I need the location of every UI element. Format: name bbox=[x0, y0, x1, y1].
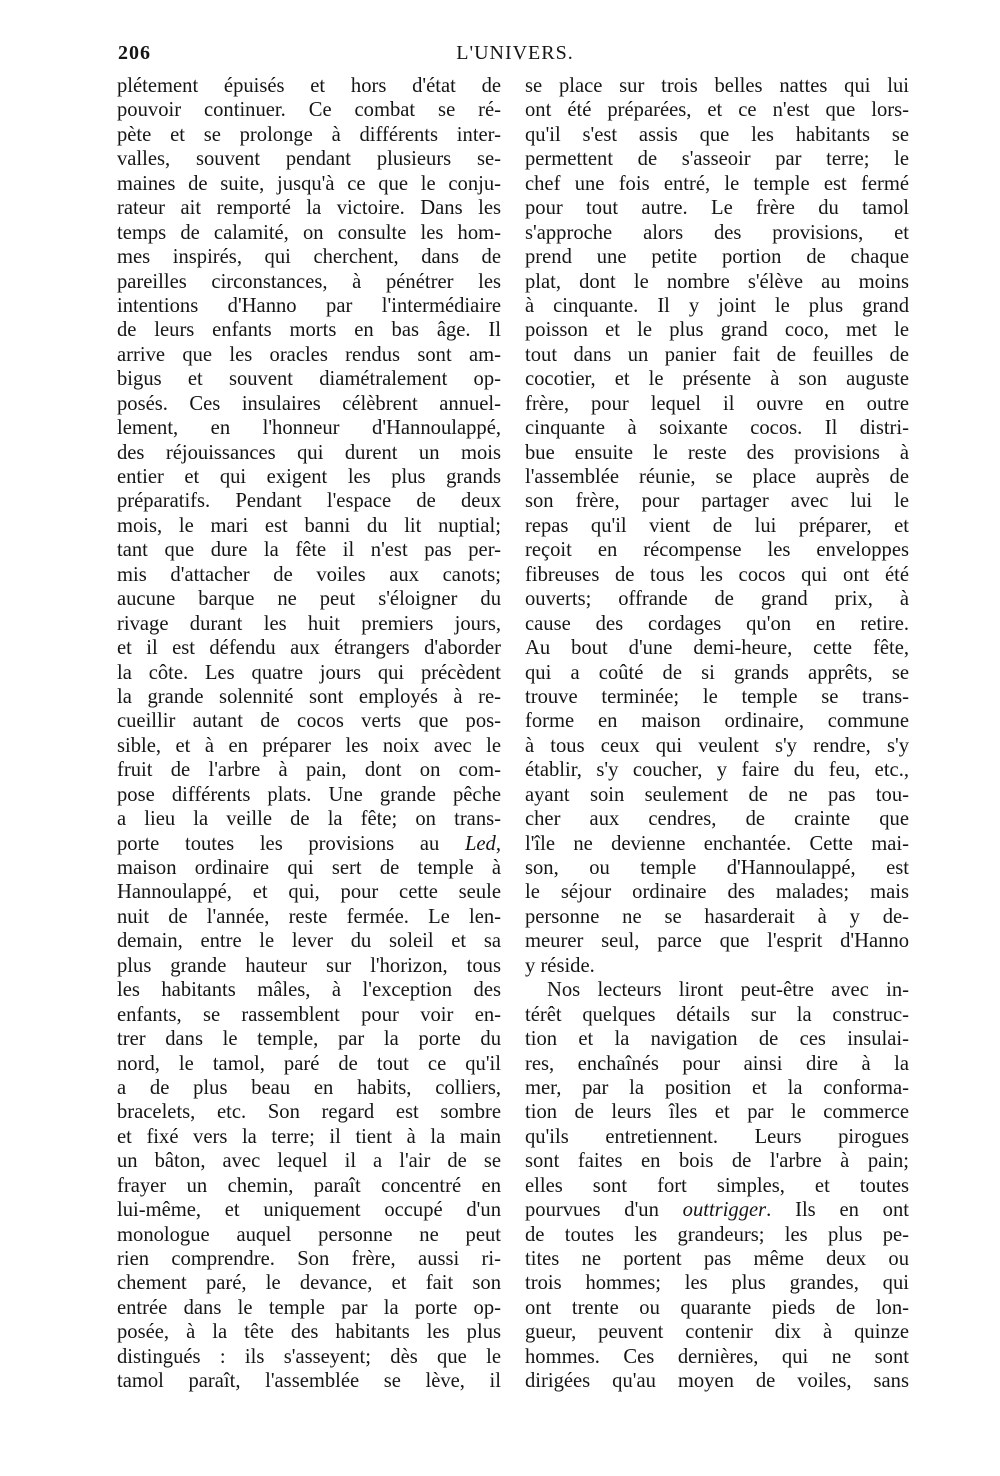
text-line bbox=[525, 514, 909, 538]
text-line bbox=[117, 441, 501, 465]
text-line bbox=[117, 392, 501, 416]
line-text: ont été préparées, et ce n'est que lors- bbox=[525, 99, 909, 122]
text-line bbox=[525, 367, 909, 391]
text-line bbox=[117, 587, 501, 611]
line-text: entier et qui exigent les plus grands bbox=[117, 466, 501, 488]
line-text: plétement épuisés et hors d'état de bbox=[117, 75, 501, 97]
text-line bbox=[525, 1149, 909, 1173]
line-text: mois, le mari est banni du lit nuptial; bbox=[117, 514, 501, 537]
text-line bbox=[117, 978, 501, 1002]
text-line bbox=[525, 758, 909, 782]
text-line bbox=[525, 98, 909, 122]
line-text: les habitants mâles, à l'exception des bbox=[117, 979, 501, 1002]
text-line bbox=[117, 465, 501, 489]
line-text: des réjouissances qui durent un mois bbox=[117, 441, 501, 464]
line-text: tamol paraît, l'assemblée se lève, il bbox=[117, 1370, 501, 1393]
text-line bbox=[117, 245, 501, 269]
line-text: se place sur trois belles nattes qui lui bbox=[525, 75, 909, 97]
text-line bbox=[117, 1320, 501, 1344]
line-text: son frère, pour partager avec lui le bbox=[525, 490, 909, 513]
running-title: L'UNIVERS. bbox=[456, 42, 574, 64]
line-text: et il est défendu aux étrangers d'aborder bbox=[117, 637, 501, 660]
text-line bbox=[117, 489, 501, 513]
line-text: lui-même, et uniquement occupé d'un bbox=[117, 1199, 501, 1222]
line-text: fibreuses de tous les cocos qui ont été bbox=[525, 563, 909, 586]
line-text: hommes. Ces dernières, qui ne sont bbox=[525, 1345, 909, 1368]
line-text: temps de calamité, on consulte les hom- bbox=[117, 221, 501, 244]
line-text: térêt quelques détails sur la construc- bbox=[525, 1003, 909, 1026]
line-text: intentions d'Hanno par l'intermédiaire bbox=[117, 294, 501, 317]
line-text: , bbox=[495, 832, 501, 855]
text-line bbox=[117, 270, 501, 294]
line-text: ouverts; offrande de grand prix, à bbox=[525, 588, 909, 611]
line-text: gueur, peuvent contenir dix à quinze bbox=[525, 1321, 909, 1344]
line-text: forme en maison ordinaire, commune bbox=[525, 710, 909, 733]
line-text: rivage durant les huit premiers jours, bbox=[117, 612, 501, 635]
line-text: son, ou temple d'Hannoulappé, est bbox=[525, 857, 909, 879]
line-text: de leurs enfants morts en bas âge. Il bbox=[117, 319, 501, 342]
text-line bbox=[525, 416, 909, 440]
line-text: sible, et à en préparer les noix avec le bbox=[117, 734, 501, 757]
line-text: sont faites en bois de l'arbre à pain; bbox=[525, 1150, 909, 1173]
line-text: lement, en l'honneur d'Hannoulappé, bbox=[117, 417, 501, 440]
line-text: enfants, se rassemblent pour voir en- bbox=[117, 1003, 501, 1026]
text-line bbox=[525, 1027, 909, 1051]
text-line bbox=[117, 1296, 501, 1320]
text-line bbox=[117, 1100, 501, 1124]
line-text: établir, s'y coucher, y faire du feu, etc., bbox=[525, 759, 909, 782]
line-text: Hannoulappé, et qui, pour cette seule bbox=[117, 881, 501, 904]
text-line bbox=[525, 318, 909, 342]
line-text: pour tout autre. Le frère du tamol bbox=[525, 197, 909, 220]
line-text: bue ensuite le reste des provisions à bbox=[525, 441, 909, 464]
text-line bbox=[117, 294, 501, 318]
line-text: maison ordinaire qui sert de temple à bbox=[117, 857, 501, 879]
text-line bbox=[525, 1271, 909, 1295]
line-text: ayant soin seulement de ne pas tou- bbox=[525, 783, 909, 806]
text-line bbox=[117, 636, 501, 660]
text-line bbox=[117, 1052, 501, 1076]
text-line bbox=[117, 172, 501, 196]
line-text: personne ne se hasarderait à y de- bbox=[525, 905, 909, 928]
text-line bbox=[117, 538, 501, 562]
line-text: permettent de s'asseoir par terre; le bbox=[525, 148, 909, 171]
italic-term: outtrigger bbox=[682, 1199, 767, 1222]
text-line bbox=[117, 612, 501, 636]
line-text: monologue auquel personne ne peut bbox=[117, 1223, 501, 1246]
line-text: mer, par la position et la conforma- bbox=[525, 1076, 909, 1099]
text-line bbox=[117, 832, 501, 856]
text-line bbox=[525, 1198, 909, 1222]
line-text: prend une petite portion de chaque bbox=[525, 246, 909, 269]
line-text: valles, souvent pendant plusieurs se- bbox=[117, 148, 501, 171]
line-text: dirigées qu'au moyen de voiles, sans bbox=[525, 1370, 909, 1393]
text-line bbox=[525, 147, 909, 171]
line-text: plat, dont le nombre s'élève au moins bbox=[525, 270, 909, 293]
line-text: mis d'attacher de voiles aux canots; bbox=[117, 563, 501, 586]
line-text: nord, le tamol, paré de tout ce qu'il bbox=[117, 1052, 501, 1075]
line-text: s'approche alors des provisions, et bbox=[525, 221, 909, 244]
text-line bbox=[525, 270, 909, 294]
line-text: tant que dure la fête il n'est pas per- bbox=[117, 539, 501, 562]
text-line bbox=[117, 318, 501, 342]
text-line bbox=[525, 1003, 909, 1027]
line-text: a de plus beau en habits, colliers, bbox=[117, 1076, 501, 1099]
line-text: trois hommes; les plus grandes, qui bbox=[525, 1272, 909, 1295]
text-line bbox=[525, 1247, 909, 1271]
line-text: fruit de l'arbre à pain, dont on com- bbox=[117, 759, 501, 782]
line-text: elles sont fort simples, et toutes bbox=[525, 1174, 909, 1197]
line-text: pose différents plats. Une grande pêche bbox=[117, 783, 501, 806]
text-line bbox=[117, 1003, 501, 1027]
text-column-left bbox=[117, 74, 501, 1394]
text-line bbox=[525, 636, 909, 660]
line-text: posée, à la tête des habitants les plus bbox=[117, 1321, 501, 1344]
text-line bbox=[525, 709, 909, 733]
line-text: bigus et souvent diamétralement op- bbox=[117, 368, 501, 391]
line-text: la grande solennité sont employés à re- bbox=[117, 685, 501, 708]
line-text: maines de suite, jusqu'à ce que le conju- bbox=[117, 172, 501, 195]
line-text: rien comprendre. Son frère, aussi ri- bbox=[117, 1248, 501, 1270]
text-line bbox=[117, 563, 501, 587]
text-line bbox=[117, 929, 501, 953]
line-text: posés. Ces insulaires célèbrent annuel- bbox=[117, 392, 501, 415]
line-text: trouve terminée; le temple se trans- bbox=[525, 685, 909, 708]
text-line bbox=[117, 758, 501, 782]
text-line bbox=[525, 1052, 909, 1076]
text-line bbox=[525, 954, 909, 978]
text-line bbox=[117, 1149, 501, 1173]
line-text: pareilles circonstances, à pénétrer les bbox=[117, 270, 501, 293]
text-line bbox=[525, 1125, 909, 1149]
line-text: mes inspirés, qui cherchent, dans de bbox=[117, 246, 501, 269]
line-text: frayer un chemin, paraît concentré en bbox=[117, 1174, 501, 1197]
line-text: bracelets, etc. Son regard est sombre bbox=[117, 1101, 501, 1124]
text-line bbox=[525, 465, 909, 489]
line-text: Nos lecteurs liront peut-être avec in- bbox=[547, 979, 909, 1002]
text-line bbox=[525, 343, 909, 367]
text-line bbox=[525, 880, 909, 904]
line-text: trer dans le temple, par la porte du bbox=[117, 1028, 501, 1051]
line-text: cause des cordages qu'on en retire. bbox=[525, 612, 909, 635]
line-text: arrive que les oracles rendus sont am- bbox=[117, 343, 501, 366]
line-text: repas qu'il vient de lui préparer, et bbox=[525, 514, 909, 537]
line-text: qu'ils entretiennent. Leurs pirogues bbox=[525, 1125, 909, 1148]
line-text: rateur ait remporté la victoire. Dans les bbox=[117, 197, 501, 220]
text-line bbox=[525, 196, 909, 220]
line-text: à cinquante. Il y joint le plus grand bbox=[525, 294, 909, 317]
text-line bbox=[525, 294, 909, 318]
text-line bbox=[117, 880, 501, 904]
line-text: y réside. bbox=[525, 954, 595, 977]
text-line bbox=[117, 954, 501, 978]
text-line bbox=[525, 856, 909, 880]
line-text: . Ils en ont bbox=[766, 1199, 909, 1222]
text-line bbox=[525, 489, 909, 513]
text-line bbox=[117, 1027, 501, 1051]
line-text: frère, pour lequel il ouvre en outre bbox=[525, 392, 909, 415]
text-line bbox=[525, 245, 909, 269]
text-line bbox=[117, 807, 501, 831]
text-line bbox=[525, 905, 909, 929]
text-line bbox=[525, 1320, 909, 1344]
page-number: 206 bbox=[118, 42, 151, 64]
text-line bbox=[525, 832, 909, 856]
line-text: cinquante à soixante cocos. Il distri- bbox=[525, 417, 909, 440]
text-line bbox=[525, 929, 909, 953]
text-line bbox=[525, 538, 909, 562]
text-line bbox=[117, 74, 501, 98]
text-line bbox=[117, 905, 501, 929]
text-line bbox=[117, 685, 501, 709]
line-text: distingués : ils s'asseyent; dès que le bbox=[117, 1345, 501, 1368]
text-line bbox=[525, 172, 909, 196]
text-line bbox=[525, 587, 909, 611]
text-line bbox=[525, 441, 909, 465]
line-text: qu'il s'est assis que les habitants se bbox=[525, 123, 909, 146]
text-line bbox=[525, 1076, 909, 1100]
line-text: et fixé vers la terre; il tient à la main bbox=[117, 1125, 501, 1148]
line-text: pète et se prolonge à différents inter- bbox=[117, 123, 501, 146]
text-line bbox=[117, 343, 501, 367]
line-text: entrée dans le temple par la porte op- bbox=[117, 1296, 501, 1319]
line-text: chement paré, le devance, et fait son bbox=[117, 1272, 501, 1295]
line-text: aucune barque ne peut s'éloigner du bbox=[117, 588, 501, 611]
text-line bbox=[525, 661, 909, 685]
line-text: pourvues d'un bbox=[525, 1199, 683, 1222]
line-text: qui a coûté de si grands apprêts, se bbox=[525, 661, 909, 684]
line-text: préparatifs. Pendant l'espace de deux bbox=[117, 490, 501, 513]
text-line bbox=[117, 661, 501, 685]
italic-term: Led bbox=[464, 832, 496, 855]
line-text: res, enchaînés pour ainsi dire à la bbox=[525, 1052, 909, 1075]
line-text: ont trente ou quarante pieds de lon- bbox=[525, 1296, 909, 1319]
line-text: cueillir autant de cocos verts que pos- bbox=[117, 710, 501, 733]
text-line bbox=[525, 1100, 909, 1124]
line-text: porte toutes les provisions au bbox=[117, 832, 465, 855]
text-line bbox=[117, 196, 501, 220]
line-text: cocotier, et le présente à son auguste bbox=[525, 368, 909, 391]
line-text: l'assemblée réunie, se place auprès de bbox=[525, 466, 909, 488]
text-line bbox=[525, 563, 909, 587]
text-line bbox=[117, 1345, 501, 1369]
line-text: de toutes les grandeurs; les plus pe- bbox=[525, 1223, 909, 1246]
text-line bbox=[117, 783, 501, 807]
line-text: tion et la navigation de ces insulai- bbox=[525, 1028, 909, 1051]
line-text: l'île ne devienne enchantée. Cette mai- bbox=[525, 832, 909, 855]
text-line bbox=[117, 367, 501, 391]
text-line bbox=[117, 709, 501, 733]
line-text: pouvoir continuer. Ce combat se ré- bbox=[117, 99, 501, 122]
text-line bbox=[525, 612, 909, 636]
line-text: Au bout d'une demi-heure, cette fête, bbox=[525, 637, 909, 660]
line-text: chef une fois entré, le temple est fermé bbox=[525, 172, 909, 195]
line-text: tites ne portent pas même deux ou bbox=[525, 1248, 909, 1270]
text-line bbox=[117, 514, 501, 538]
text-line bbox=[117, 856, 501, 880]
line-text: la côte. Les quatre jours qui précèdent bbox=[117, 661, 501, 684]
text-line bbox=[117, 147, 501, 171]
text-line bbox=[117, 1198, 501, 1222]
line-text: tout dans un panier fait de feuilles de bbox=[525, 343, 909, 366]
line-text: a lieu la veille de la fête; on trans- bbox=[117, 808, 501, 831]
text-line bbox=[525, 734, 909, 758]
text-line bbox=[117, 1369, 501, 1393]
text-line bbox=[525, 1345, 909, 1369]
text-line bbox=[525, 1223, 909, 1247]
text-line bbox=[525, 1174, 909, 1198]
text-line bbox=[525, 1296, 909, 1320]
text-line bbox=[525, 221, 909, 245]
line-text: le séjour ordinaire des malades; mais bbox=[525, 881, 909, 904]
text-line bbox=[117, 1247, 501, 1271]
text-line bbox=[117, 221, 501, 245]
text-line bbox=[117, 98, 501, 122]
text-line bbox=[117, 734, 501, 758]
text-line bbox=[117, 123, 501, 147]
line-text: poisson et le plus grand coco, met le bbox=[525, 319, 909, 342]
text-column-right bbox=[525, 74, 909, 1394]
text-line bbox=[525, 392, 909, 416]
line-text: à tous ceux qui veulent s'y rendre, s'y bbox=[525, 734, 909, 757]
text-line bbox=[117, 1076, 501, 1100]
line-text: demain, entre le lever du soleil et sa bbox=[117, 930, 501, 953]
text-line bbox=[525, 978, 909, 1002]
text-line bbox=[117, 1125, 501, 1149]
text-line bbox=[117, 416, 501, 440]
text-line bbox=[525, 1369, 909, 1393]
line-text: nuit de l'année, reste fermée. Le len- bbox=[117, 905, 501, 928]
text-line bbox=[117, 1174, 501, 1198]
text-line bbox=[525, 685, 909, 709]
line-text: plus grande hauteur sur l'horizon, tous bbox=[117, 954, 501, 977]
text-line bbox=[525, 783, 909, 807]
text-line bbox=[117, 1271, 501, 1295]
text-line bbox=[525, 807, 909, 831]
line-text: un bâton, avec lequel il a l'air de se bbox=[117, 1150, 501, 1173]
line-text: reçoit en récompense les enveloppes bbox=[525, 539, 909, 562]
text-line bbox=[117, 1223, 501, 1247]
text-line bbox=[525, 74, 909, 98]
text-line bbox=[525, 123, 909, 147]
line-text: cher aux cendres, de crainte que bbox=[525, 808, 909, 831]
line-text: tion de leurs îles et par le commerce bbox=[525, 1101, 909, 1124]
line-text: meurer seul, parce que l'esprit d'Hanno bbox=[525, 930, 909, 953]
